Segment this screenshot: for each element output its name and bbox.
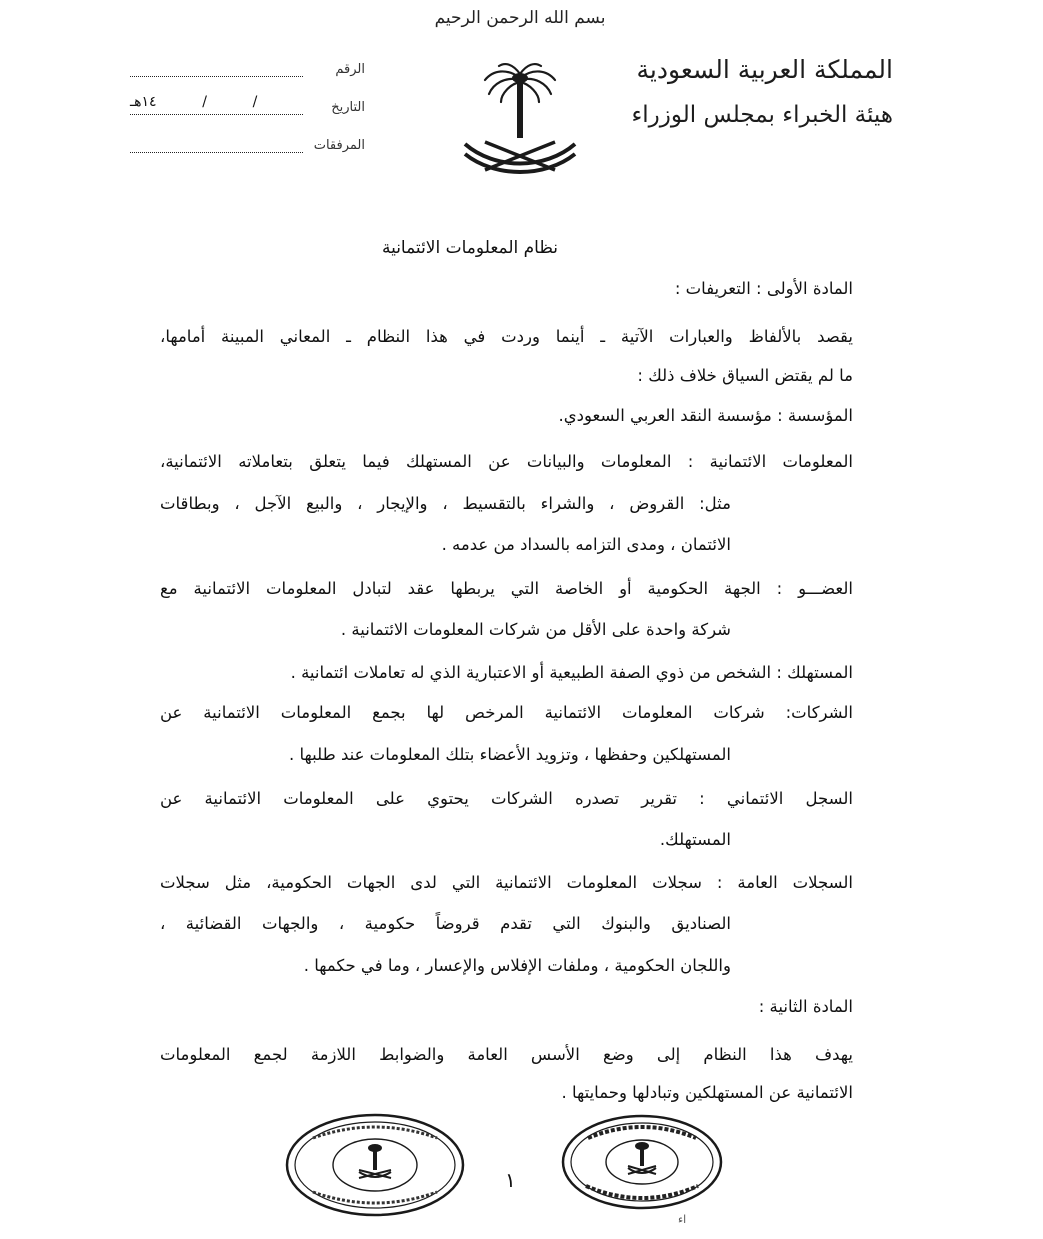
definition-credit-info-cont: الائتمان ، ومدى التزامه بالسداد من عدمه . [441,535,731,554]
definition-public-records: السجلات العامة : سجلات المعلومات الائتمانية التي لدى الجهات الحكومية، مثل سجلات [160,873,853,892]
ref-attachments-line [130,152,303,153]
article-1-intro-cont: ما لم يقتض السياق خلاف ذلك : [637,366,853,385]
definition-member-cont: شركة واحدة على الأقل من شركات المعلومات الائتمانية . [340,620,731,639]
date-slots [130,94,303,110]
ref-attachments-row [130,138,365,164]
definition-consumer: المستهلك : الشخص من ذوي الصفة الطبيعية أو الاعتبارية الذي له تعاملات ائتمانية . [290,663,853,682]
government-name: المملكة العربية السعودية [636,55,893,84]
article-1-heading: المادة الأولى : التعريفات : [674,279,853,298]
definition-companies: الشركات: شركات المعلومات الائتمانية المرخص لها بجمع المعلومات الائتمانية عن [160,703,853,722]
definition-companies-cont: المستهلكين وحفظها ، وتزويد الأعضاء بتلك المعلومات عند طلبها . [289,745,731,764]
saudi-emblem-icon [455,58,585,188]
ref-number-label: الرقم [335,62,365,77]
document-title: نظام المعلومات الائتمانية [381,238,559,258]
ref-number-row [130,62,365,88]
left-official-stamp-icon [283,1110,468,1220]
article-1-intro: يقصد بالألفاظ والعبارات الآتية ـ أينما وردت في هذا النظام ـ المعاني المبينة أمامها، [160,327,853,346]
definition-member: العضـــو : الجهة الحكومية أو الخاصة التي يربطها عقد لتبادل المعلومات الائتمانية مع [160,579,853,598]
article-2-body: يهدف هذا النظام إلى وضع الأسس العامة والضوابط اللازمة لجمع المعلومات [160,1045,853,1064]
ref-attachments-label: المرفقات [313,138,365,153]
date-separator: / [202,94,207,110]
ref-number-line [130,76,303,77]
basmala-calligraphy: بسم الله الرحمن الرحيم [434,8,606,28]
definition-institution: المؤسسة : مؤسسة النقد العربي السعودي. [558,406,853,425]
ref-date-label: التاريخ [331,100,365,115]
definition-credit-record: السجل الائتماني : تقرير تصدره الشركات يحتوي على المعلومات الائتمانية عن [160,789,853,808]
ref-date-row [130,94,365,126]
article-2-heading: المادة الثانية : [758,997,853,1016]
bottom-mark: اء [678,1213,687,1226]
definition-credit-info-cont: مثل: القروض ، والشراء بالتقسيط ، والإيجار ، والبيع الآجل ، وبطاقات [160,494,731,513]
government-body-name: هيئة الخبراء بمجلس الوزراء [631,102,893,128]
date-year-suffix: ١٤هـ [130,94,157,110]
date-separator: / [252,94,258,110]
right-official-stamp-icon [560,1112,725,1212]
article-2-body-cont: الائتمانية عن المستهلكين وتبادلها وحمايتها . [561,1083,853,1102]
definition-credit-info: المعلومات الائتمانية : المعلومات والبيانات عن المستهلك فيما يتعلق بتعاملاته الائتمانية، [160,452,853,471]
definition-public-records-cont: واللجان الحكومية ، وملفات الإفلاس والإعسار ، وما في حكمها . [303,956,731,975]
definition-public-records-cont: الصناديق والبنوك التي تقدم قروضاً حكومية ، والجهات القضائية ، [160,914,731,933]
page-number: ١ [505,1168,516,1192]
definition-credit-record-cont: المستهلك. [659,830,731,849]
ref-date-line [130,114,303,115]
